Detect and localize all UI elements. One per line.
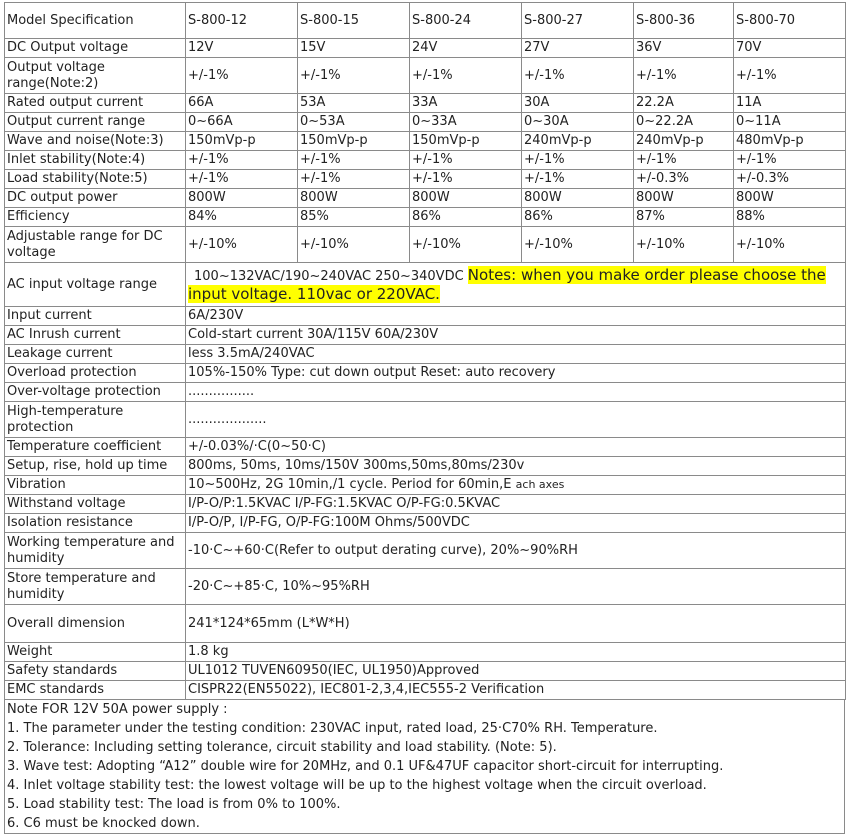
spec-row [5, 113, 846, 132]
cell-value: 86% [410, 208, 522, 227]
header-label: Model Specification [5, 3, 186, 39]
order-note-highlight: Notes: when you make order please choose the [467, 265, 826, 284]
cell-value: 11A [734, 94, 846, 113]
row-value: Cold-start current 30A/115V 60A/230V [186, 326, 846, 345]
cell-value: 800W [734, 189, 846, 208]
spec-row [5, 533, 846, 569]
row-value: less 3.5mA/240VAC [186, 345, 846, 364]
cell-value: +/-0.3% [734, 170, 846, 189]
row-label: Rated output current [5, 94, 186, 113]
row-label: Inlet stability(Note:4) [5, 151, 186, 170]
row-value: CISPR22(EN55022), IEC801-2,3,4,IEC555-2 Verification [186, 681, 846, 700]
cell-value: +/-1% [410, 58, 522, 94]
cell-value: +/-10% [410, 227, 522, 263]
cell-value: 800W [298, 189, 410, 208]
spec-row [5, 132, 846, 151]
row-value: ................ [186, 383, 846, 402]
row-label: Load stability(Note:5) [5, 170, 186, 189]
cell-value: 800W [634, 189, 734, 208]
spec-row [5, 94, 846, 113]
row-label: Safety standards [5, 662, 186, 681]
row-label: Wave and noise(Note:3) [5, 132, 186, 151]
cell-value: 0~22.2A [634, 113, 734, 132]
model-header: S-800-36 [634, 3, 734, 39]
spec-row [5, 326, 846, 345]
row-label: DC output power [5, 189, 186, 208]
cell-value: +/-1% [522, 170, 634, 189]
spec-row [5, 227, 846, 263]
cell-value: 85% [298, 208, 410, 227]
row-value: 241*124*65mm (L*W*H) [186, 605, 846, 643]
spec-row [5, 39, 846, 58]
vibration-value-cell [186, 476, 846, 495]
row-value: 10~500Hz, 2G 10min,/1 cycle. Period for 60min,E [188, 477, 512, 492]
row-label: Efficiency [5, 208, 186, 227]
note-line: 3. Wave test: Adopting “A12” double wire for 20MHz, and 0.1 UF&47UF capacitor short-circuit for interrupting. [7, 759, 724, 774]
spec-table-body [5, 3, 846, 700]
cell-value: 800W [410, 189, 522, 208]
cell-value: 150mVp-p [410, 132, 522, 151]
note-line: 2. Tolerance: Including setting tolerance, circuit stability and load stability. (Note: 5). [7, 740, 557, 755]
notes-section [4, 700, 845, 834]
spec-sheet [4, 2, 845, 834]
cell-value: 0~53A [298, 113, 410, 132]
row-label: AC Inrush current [5, 326, 186, 345]
spec-row [5, 170, 846, 189]
model-header: S-800-12 [186, 3, 298, 39]
cell-value: +/-1% [410, 170, 522, 189]
cell-value: +/-10% [522, 227, 634, 263]
cell-value: 30A [522, 94, 634, 113]
row-value: -20·C~+85·C, 10%~95%RH [186, 569, 846, 605]
cell-value: +/-1% [186, 58, 298, 94]
model-header: S-800-24 [410, 3, 522, 39]
row-value: 6A/230V [186, 307, 846, 326]
spec-row [5, 383, 846, 402]
cell-value: +/-1% [634, 58, 734, 94]
cell-value: +/-1% [186, 170, 298, 189]
cell-value: 27V [522, 39, 634, 58]
row-value: 1.8 kg [186, 643, 846, 662]
row-value: UL1012 TUVEN60950(IEC, UL1950)Approved [186, 662, 846, 681]
spec-table [4, 2, 846, 700]
cell-value: 53A [298, 94, 410, 113]
cell-value: 66A [186, 94, 298, 113]
cell-value: 84% [186, 208, 298, 227]
row-value: 105%-150% Type: cut down output Reset: auto recovery [186, 364, 846, 383]
spec-row [5, 457, 846, 476]
note-line: 4. Inlet voltage stability test: the lowest voltage will be up to the highest voltage when the circuit overload. [7, 778, 707, 793]
spec-row [5, 151, 846, 170]
ac-input-value-cell [186, 263, 846, 307]
cell-value: 0~66A [186, 113, 298, 132]
cell-value: +/-10% [186, 227, 298, 263]
row-value: I/P-O/P, I/P-FG, O/P-FG:100M Ohms/500VDC [186, 514, 846, 533]
row-value: I/P-O/P:1.5KVAC I/P-FG:1.5KVAC O/P-FG:0.5KVAC [186, 495, 846, 514]
row-label: Isolation resistance [5, 514, 186, 533]
cell-value: 240mVp-p [522, 132, 634, 151]
spec-row [5, 364, 846, 383]
cell-value: 150mVp-p [298, 132, 410, 151]
spec-row [5, 643, 846, 662]
note-line: 6. C6 must be knocked down. [7, 816, 200, 831]
cell-value: +/-1% [734, 58, 846, 94]
row-label: EMC standards [5, 681, 186, 700]
row-label: Overload protection [5, 364, 186, 383]
cell-value: 150mVp-p [186, 132, 298, 151]
note-line: 5. Load stability test: The load is from 0% to 100%. [7, 797, 341, 812]
cell-value: 800W [522, 189, 634, 208]
order-note-highlight: input voltage. 110vac or 220VAC. [188, 284, 440, 303]
row-label: Over-voltage protection [5, 383, 186, 402]
row-label: Vibration [5, 476, 186, 495]
cell-value: 36V [634, 39, 734, 58]
cell-value: +/-1% [186, 151, 298, 170]
cell-value: +/-1% [298, 58, 410, 94]
row-label: AC input voltage range [5, 263, 186, 307]
spec-row [5, 402, 846, 438]
cell-value: +/-1% [298, 151, 410, 170]
spec-row [5, 476, 846, 495]
cell-value: 800W [186, 189, 298, 208]
row-label: DC Output voltage [5, 39, 186, 58]
model-header: S-800-15 [298, 3, 410, 39]
spec-row [5, 605, 846, 643]
cell-value: +/-1% [734, 151, 846, 170]
row-label: Adjustable range for DC voltage [5, 227, 186, 263]
cell-value: +/-1% [410, 151, 522, 170]
row-value: ................... [186, 402, 846, 438]
cell-value: 0~33A [410, 113, 522, 132]
spec-row [5, 307, 846, 326]
cell-value: +/-1% [634, 151, 734, 170]
cell-value: 22.2A [634, 94, 734, 113]
cell-value: 240mVp-p [634, 132, 734, 151]
spec-row [5, 662, 846, 681]
cell-value: 87% [634, 208, 734, 227]
cell-value: 33A [410, 94, 522, 113]
cell-value: +/-10% [734, 227, 846, 263]
ac-input-row [5, 263, 846, 307]
row-label: High-temperature protection [5, 402, 186, 438]
cell-value: 0~30A [522, 113, 634, 132]
cell-value: +/-1% [298, 170, 410, 189]
spec-row [5, 438, 846, 457]
row-label: Withstand voltage [5, 495, 186, 514]
cell-value: 70V [734, 39, 846, 58]
cell-value: +/-10% [634, 227, 734, 263]
ac-input-value: 100~132VAC/190~240VAC 250~340VDC [194, 268, 464, 284]
note-line: Note FOR 12V 50A power supply : [7, 702, 228, 717]
row-label: Working temperature and humidity [5, 533, 186, 569]
row-value: -10·C~+60·C(Refer to output derating curve), 20%~90%RH [186, 533, 846, 569]
row-label: Leakage current [5, 345, 186, 364]
cell-value: +/-10% [298, 227, 410, 263]
note-line: 1. The parameter under the testing condition: 230VAC input, rated load, 25·C70% RH. Temperature. [7, 721, 658, 736]
row-label: Overall dimension [5, 605, 186, 643]
spec-row [5, 681, 846, 700]
cell-value: +/-0.3% [634, 170, 734, 189]
row-label: Output voltage range(Note:2) [5, 58, 186, 94]
spec-row [5, 569, 846, 605]
row-value-small: ach axes [515, 478, 565, 491]
row-value: +/-0.03%/·C(0~50·C) [186, 438, 846, 457]
row-label: Temperature coefficient [5, 438, 186, 457]
cell-value: 88% [734, 208, 846, 227]
spec-row [5, 345, 846, 364]
cell-value: 86% [522, 208, 634, 227]
spec-row [5, 495, 846, 514]
cell-value: 480mVp-p [734, 132, 846, 151]
row-value: 800ms, 50ms, 10ms/150V 300ms,50ms,80ms/230v [186, 457, 846, 476]
cell-value: 12V [186, 39, 298, 58]
cell-value: 15V [298, 39, 410, 58]
spec-row [5, 189, 846, 208]
cell-value: 24V [410, 39, 522, 58]
row-label: Store temperature and humidity [5, 569, 186, 605]
cell-value: 0~11A [734, 113, 846, 132]
row-label: Output current range [5, 113, 186, 132]
row-label: Weight [5, 643, 186, 662]
spec-row [5, 58, 846, 94]
cell-value: +/-1% [522, 151, 634, 170]
header-row [5, 3, 846, 39]
model-header: S-800-70 [734, 3, 846, 39]
row-label: Input current [5, 307, 186, 326]
spec-row [5, 208, 846, 227]
cell-value: +/-1% [522, 58, 634, 94]
spec-row [5, 514, 846, 533]
model-header: S-800-27 [522, 3, 634, 39]
row-label: Setup, rise, hold up time [5, 457, 186, 476]
